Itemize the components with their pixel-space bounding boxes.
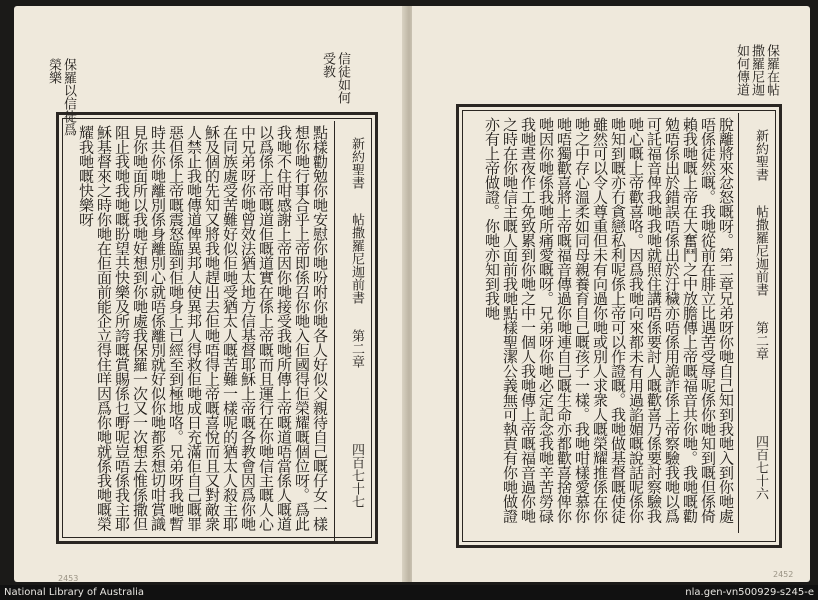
book-title: 新約聖書 (349, 137, 364, 189)
running-header (738, 113, 779, 533)
book-subtitle: 帖撒羅尼迦前書 (349, 213, 364, 304)
marginal-note: 信徒如何受教 (320, 52, 350, 104)
running-header (334, 121, 375, 541)
library-credit: National Library of Australia (4, 587, 145, 598)
footer-bar (0, 585, 818, 600)
body-text: 脫離將來忿怒嘅呀。第二章兄弟呀你哋自己知到我哋入到你哋處唔係徒然嘅。我哋從前在腓立比遇苦受辱呢係你哋知到嘅但係倚賴我哋嘅上帝在大奮鬥之中放膽傳上帝嘅福音共你哋。我哋嘅勸勉唔係出於錯誤唔係出於汙穢亦唔係用詭詐係上帝察驗我哋以爲可託福音俾我哋我哋就照住講唔係要討人嘅歡喜乃係要討察驗我哋心嘅上帝歡喜咯。因爲我哋向來都未有用過諂媚嘅說話呢係你哋知到嘅亦冇貪戀私利呢係上帝可以作證嘅。我哋做基督嘅使徒雖然可以令人尊重但未有向過你哋或別人求衆人嘅榮耀推係在你哋之中存心溫柔如同母親養育自己嘅孩子一樣。我哋咁樣愛慕你哋唔獨歡喜將上帝嘅福音傳過你哋連自己嘅生命亦都歡喜捨俾你哋因你哋係我哋所痛愛嘅呀。兄弟呀你哋必定記念我哋辛苦勞碌我哋晝夜作工免致累到你哋之中一個人我哋傳上帝嘅福音過你哋之時在你哋信主嘅人面前我哋點樣聖潔公義無可執責有你哋做證亦有上帝做證。你哋亦知到我哋 (483, 117, 735, 523)
pencil-mark: 2452 (773, 570, 794, 579)
book-subtitle: 帖撒羅尼迦前書 (753, 205, 768, 296)
page-number: 四百七十六 (753, 435, 768, 500)
marginal-note: 保羅以信徒爲榮樂 (46, 58, 76, 136)
left-page (14, 6, 406, 582)
text-frame (56, 112, 378, 544)
item-identifier: nla.gen-vn500929-s245-e (685, 587, 814, 598)
book-title: 新約聖書 (753, 129, 768, 181)
page-number: 四百七十七 (349, 443, 364, 508)
pencil-mark: 2453 (58, 574, 79, 583)
marginal-note: 保羅在帖撒羅尼迦如何傳道 (734, 44, 779, 96)
chapter-label: 第二章 (753, 321, 768, 360)
right-page (412, 6, 810, 582)
chapter-label: 第二章 (349, 329, 364, 368)
body-text: 點樣勸勉你哋安慰你哋吩咐你哋各人好似父親待自己嘅仔女一樣想你哋行事合乎上帝即係召你哋入佢國得佢榮耀嘅個位呀。爲此我哋不住咁感謝上帝因你哋接受我哋所傳上帝嘅道唔當係人嘅道以爲係上帝嘅道佢嘅道實在係上帝嘅而且運行在你哋信主嘅人心中兄弟呀你哋曾效法猶太地方信基督耶穌上帝嘅各教會因爲你哋在同族處受苦難好似佢哋受猶太人嘅苦難一樣呢的猶太人殺主耶穌及個的先知又將我哋趕出去佢哋唔得上帝嘅喜悅而且又對敵衆人禁止我哋傳道俾異邦人使異邦人得救佢哋成日充滿佢自己嘅罪惡但係上帝嘅震怒臨到佢哋身上已經至到極地咯。兄弟呀我哋暫時共你哋離別係身離別心就唔係離別就好似你哋都系想切咁賞識見你哋面所以我哋好想到你哋處我保羅一次又一次想去惟係撒但阻止我哋我哋嘅盼望共快樂及所誇嘅賞賜係乜嘢呢豈唔係我主耶穌基督來之時你哋在佢面前能企立得住咩因爲你哋就係我哋嘅榮耀我哋嘅快樂呀 (77, 125, 329, 531)
text-frame (456, 104, 782, 548)
